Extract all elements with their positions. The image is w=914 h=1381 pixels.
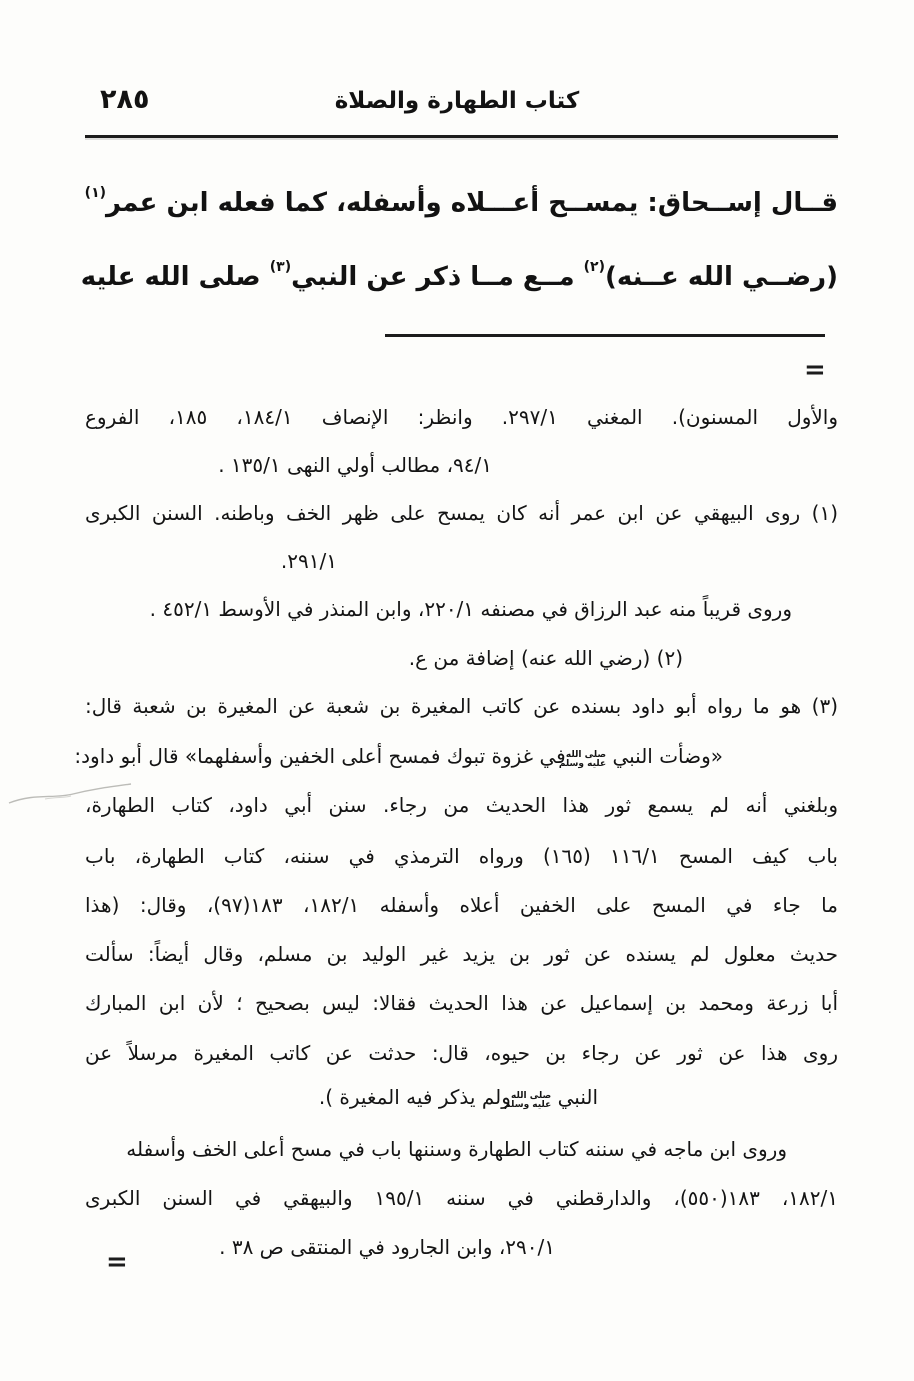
footnote-ref-3: (٣) (269, 259, 292, 275)
continuation-mark-bottom: = (106, 1247, 128, 1277)
footnote-line (319, 1076, 598, 1118)
footnote-line: ١٨٢/١، ١٨٣(٥٥٠)، والدارقطني في سننه ١٩٥/١ والبيهقي في السنن الكبرى (85, 1186, 839, 1210)
footnote-line: ٢٩١/١. (280, 549, 337, 573)
footnote-text: «وضأت النبي (606, 744, 723, 768)
footnote-line: ٩٤/١، مطالب أولي النهى ١٣٥/١ . (218, 453, 492, 477)
footnote-line: روى هذا عن ثور عن رجاء بن حيوه، قال: حدثت عن كاتب المغيرة مرسلاً عن (85, 1041, 838, 1065)
sallallahu-alayhi-wasallam-ligature: صلى الله عليه وسلم (503, 1091, 552, 1110)
footnote-ref-1: (١) (84, 185, 107, 201)
footnote-line: (٣) هو ما رواه أبو داود بسنده عن كاتب المغيرة بن شعبة عن المغيرة بن شعبة قال: (85, 694, 838, 718)
footnote-line: (١) روى البيهقي عن ابن عمر أنه كان يمسح على ظهر الخف وباطنه. السنن الكبرى (85, 501, 838, 525)
body-text: مــع مــا ذكر عن النبي (291, 262, 584, 292)
page-title: كتاب الطهارة والصلاة (334, 88, 580, 114)
footnote-line: أبا زرعة ومحمد بن إسماعيل عن هذا الحديث فقالا: ليس بصحيح ؛ لأن ابن المبارك (85, 991, 838, 1015)
body-line (80, 246, 838, 308)
footnote-line: ما جاء في المسح على الخفين أعلاه وأسفله ١٨٢/١، ١٨٣(٩٧)، وقال: (هذا (85, 893, 838, 917)
continuation-mark-top: = (804, 355, 826, 385)
page-number: ٢٨٥ (100, 84, 150, 115)
footnote-text: في غزوة تبوك فمسح أعلى الخفين وأسفلهما» قال أبو داود: (74, 744, 573, 768)
footnote-text: النبي (551, 1085, 598, 1109)
body-text: صلى الله عليه (80, 262, 270, 292)
body-text: قــال إســحاق: يمســح أعـــلاه وأسفله، كما فعله ابن عمر (106, 188, 838, 218)
footnote-ref-2: (٢) (583, 259, 605, 275)
sallallahu-alayhi-wasallam-ligature: صلى الله عليه وسلم (558, 750, 607, 769)
footnote-line: وروى ابن ماجه في سننه كتاب الطهارة وسننها باب في مسح أعلى الخف وأسفله (126, 1137, 787, 1161)
footnote-line: (٢) (رضي الله عنه) إضافة من ع. (408, 646, 683, 670)
footnote-line: وروى قريباً منه عبد الرزاق في مصنفه ٢٢٠/١، وابن المنذر في الأوسط ٤٥٢/١ . (149, 597, 792, 621)
footnote-line: حديث معلول لم يسنده عن ثور بن يزيد غير الوليد بن مسلم، وقال أيضاً: سألت (85, 942, 838, 966)
footnote-line: والأول المسنون). المغني ٢٩٧/١. وانظر: الإنصاف ١٨٤/١، ١٨٥، الفروع (85, 405, 839, 429)
footnote-line: وبلغني أنه لم يسمع ثور هذا الحديث من رجاء. سنن أبي داود، كتاب الطهارة، (85, 793, 838, 817)
footnote-line: باب كيف المسح ١١٦/١ (١٦٥) ورواه الترمذي في سننه، كتاب الطهارة، باب (85, 844, 838, 868)
body-text: (رضــي الله عــنه) (604, 262, 838, 292)
footnote-line: ٢٩٠/١، وابن الجارود في المنتقى ص ٣٨ . (219, 1235, 555, 1259)
footnote-separator-rule (385, 334, 825, 337)
body-line (85, 172, 838, 234)
header-rule (85, 135, 838, 138)
footnote-text: ولم يذكر فيه المغيرة ). (318, 1085, 518, 1109)
footnote-line (74, 735, 723, 777)
